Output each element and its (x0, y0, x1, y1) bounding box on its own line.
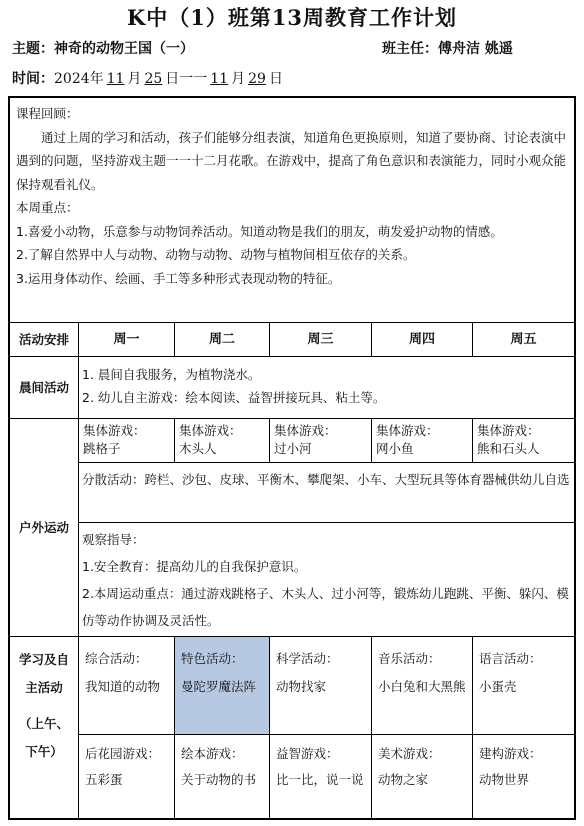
time-day-unit-1: 日一一 (165, 71, 208, 87)
morning-item: 1. 晨间自我服务，为植物浇水。 (82, 367, 261, 382)
learning-row2-mon (79, 735, 174, 818)
review-heading: 课程回顾： (16, 106, 79, 121)
focus-item: 3.运用身体动作、绘画、手工等多种形式表现动物的特征。 (16, 270, 341, 286)
activity-label: 科学活动： (276, 651, 339, 666)
activity-label: 后花园游戏： (85, 746, 161, 761)
group-game-label: 集体游戏： (274, 423, 337, 438)
learning-row2-wed (270, 735, 371, 818)
teacher-value: 傅舟洁 姚遥 (438, 41, 513, 57)
learning-row1-thu (372, 637, 472, 734)
group-game-label: 集体游戏： (376, 423, 439, 438)
day-header-tue: 周二 (208, 331, 235, 347)
page-title: K中（1）班第13周教育工作计划 (126, 5, 458, 30)
time-label: 时间： (12, 71, 54, 87)
learning-row1-tue (175, 637, 269, 734)
activity-label: 益智游戏： (276, 746, 339, 761)
observation-guide (82, 526, 572, 636)
schedule-header-label: 活动安排 (18, 331, 69, 347)
morning-label: 晨间活动 (18, 379, 69, 395)
group-game-label: 集体游戏： (179, 423, 242, 438)
activity-name: 动物之家 (378, 772, 429, 787)
learning-label-line: （上午、 (18, 716, 69, 731)
course-review (10, 98, 574, 322)
morning-content (82, 363, 572, 417)
group-game-thu (372, 419, 472, 462)
time-year: 2024年 (54, 71, 104, 87)
activity-name: 小蛋壳 (479, 679, 517, 694)
group-game-name: 网小鱼 (376, 441, 414, 456)
learning-row1-fri (473, 637, 574, 734)
morning-item: 2. 幼儿自主游戏：绘本阅读、益智拼接玩具、粘土等。 (82, 390, 386, 405)
group-game-label: 集体游戏： (83, 423, 146, 438)
row-divider (78, 462, 574, 463)
time-line (12, 68, 283, 88)
activity-label: 建构游戏： (479, 746, 542, 761)
group-game-fri (473, 419, 574, 462)
learning-row2-fri (473, 735, 574, 818)
activity-label: 美术游戏： (378, 746, 441, 761)
review-text: 通过上周的学习和活动，孩子们能够分组表演，知道角色更换原则，知道了要协商、讨论表演中遇到的问题，坚持游戏主题一一十二月花歌。在游戏中，提高了角色意识和表演能力，同时小观众能保持观看礼仪。 (16, 129, 567, 192)
activity-label: 特色活动： (181, 651, 244, 666)
row-divider (78, 522, 574, 523)
observe-item: 2.本周运动重点：通过游戏跳格子、木头人、过小河等，锻炼幼儿跑跳、平衡、躲闪、模仿等动作协调及灵活性。 (82, 586, 569, 628)
time-end-day: 29 (248, 71, 266, 87)
focus-item: 1.喜爱小动物，乐意参与动物饲养活动。知道动物是我们的朋友，萌发爱护动物的情感。 (16, 223, 503, 239)
learning-row1-mon (79, 637, 174, 734)
group-game-name: 木头人 (179, 441, 217, 456)
activity-name: 五彩蛋 (85, 772, 123, 787)
day-header-fri: 周五 (510, 331, 537, 347)
learning-row2-thu (372, 735, 472, 818)
plan-table (8, 96, 576, 820)
activity-label: 音乐活动： (378, 651, 441, 666)
outdoor-label: 户外运动 (18, 519, 69, 535)
activity-name: 关于动物的书 (181, 772, 257, 787)
day-header-thu: 周四 (408, 331, 435, 347)
row-divider (10, 356, 574, 357)
teacher-line (382, 38, 513, 58)
activity-label: 绘本游戏： (181, 746, 244, 761)
group-game-name: 熊和石头人 (477, 441, 540, 456)
group-game-name: 跳格子 (83, 441, 121, 456)
theme-value: 神奇的动物王国（一） (54, 41, 194, 57)
group-game-name: 过小河 (274, 441, 312, 456)
time-start-day: 25 (144, 71, 163, 87)
activity-name: 小白兔和大黑熊 (378, 679, 466, 694)
time-month-unit-1: 月 (127, 71, 142, 87)
activity-name: 我知道的动物 (85, 679, 161, 694)
activity-name: 比一比，说一说 (276, 772, 364, 787)
activity-name: 动物找家 (276, 679, 327, 694)
time-start-month: 11 (106, 71, 125, 87)
observe-heading: 观察指导： (82, 532, 145, 547)
learning-row2-tue (175, 735, 269, 818)
day-header-wed: 周三 (307, 331, 334, 347)
learning-label-line: 学习及自 (18, 652, 69, 667)
group-game-mon (79, 419, 174, 462)
focus-heading: 本周重点： (16, 200, 79, 215)
group-game-wed (270, 419, 371, 462)
group-game-label: 集体游戏： (477, 423, 540, 438)
theme-label: 主题： (12, 41, 54, 57)
observe-item: 1.安全教育：提高幼儿的自我保护意识。 (82, 559, 307, 574)
time-end-month: 11 (210, 71, 229, 87)
activity-label: 综合活动： (85, 651, 148, 666)
learning-label-line: 主活动 (25, 680, 63, 695)
activity-name: 动物世界 (479, 772, 530, 787)
learning-row1-wed (270, 637, 371, 734)
learning-label-line: 下午） (25, 744, 63, 759)
teacher-label: 班主任： (382, 41, 438, 57)
time-month-unit-2: 月 (231, 71, 246, 87)
group-game-tue (175, 419, 269, 462)
focus-item: 2.了解自然界中人与动物、动物与动物、动物与植物间相互依存的关系。 (16, 247, 416, 262)
day-header-mon: 周一 (113, 331, 140, 347)
scatter-activity: 分散活动：跨栏、沙包、皮球、平衡木、攀爬架、小车、大型玩具等体育器械供幼儿自选 (82, 472, 570, 487)
learning-label (10, 646, 78, 816)
activity-name: 曼陀罗魔法阵 (181, 679, 257, 694)
activity-label: 语言活动： (479, 651, 542, 666)
theme-line (12, 38, 194, 58)
time-day-unit-2: 日 (268, 71, 283, 87)
